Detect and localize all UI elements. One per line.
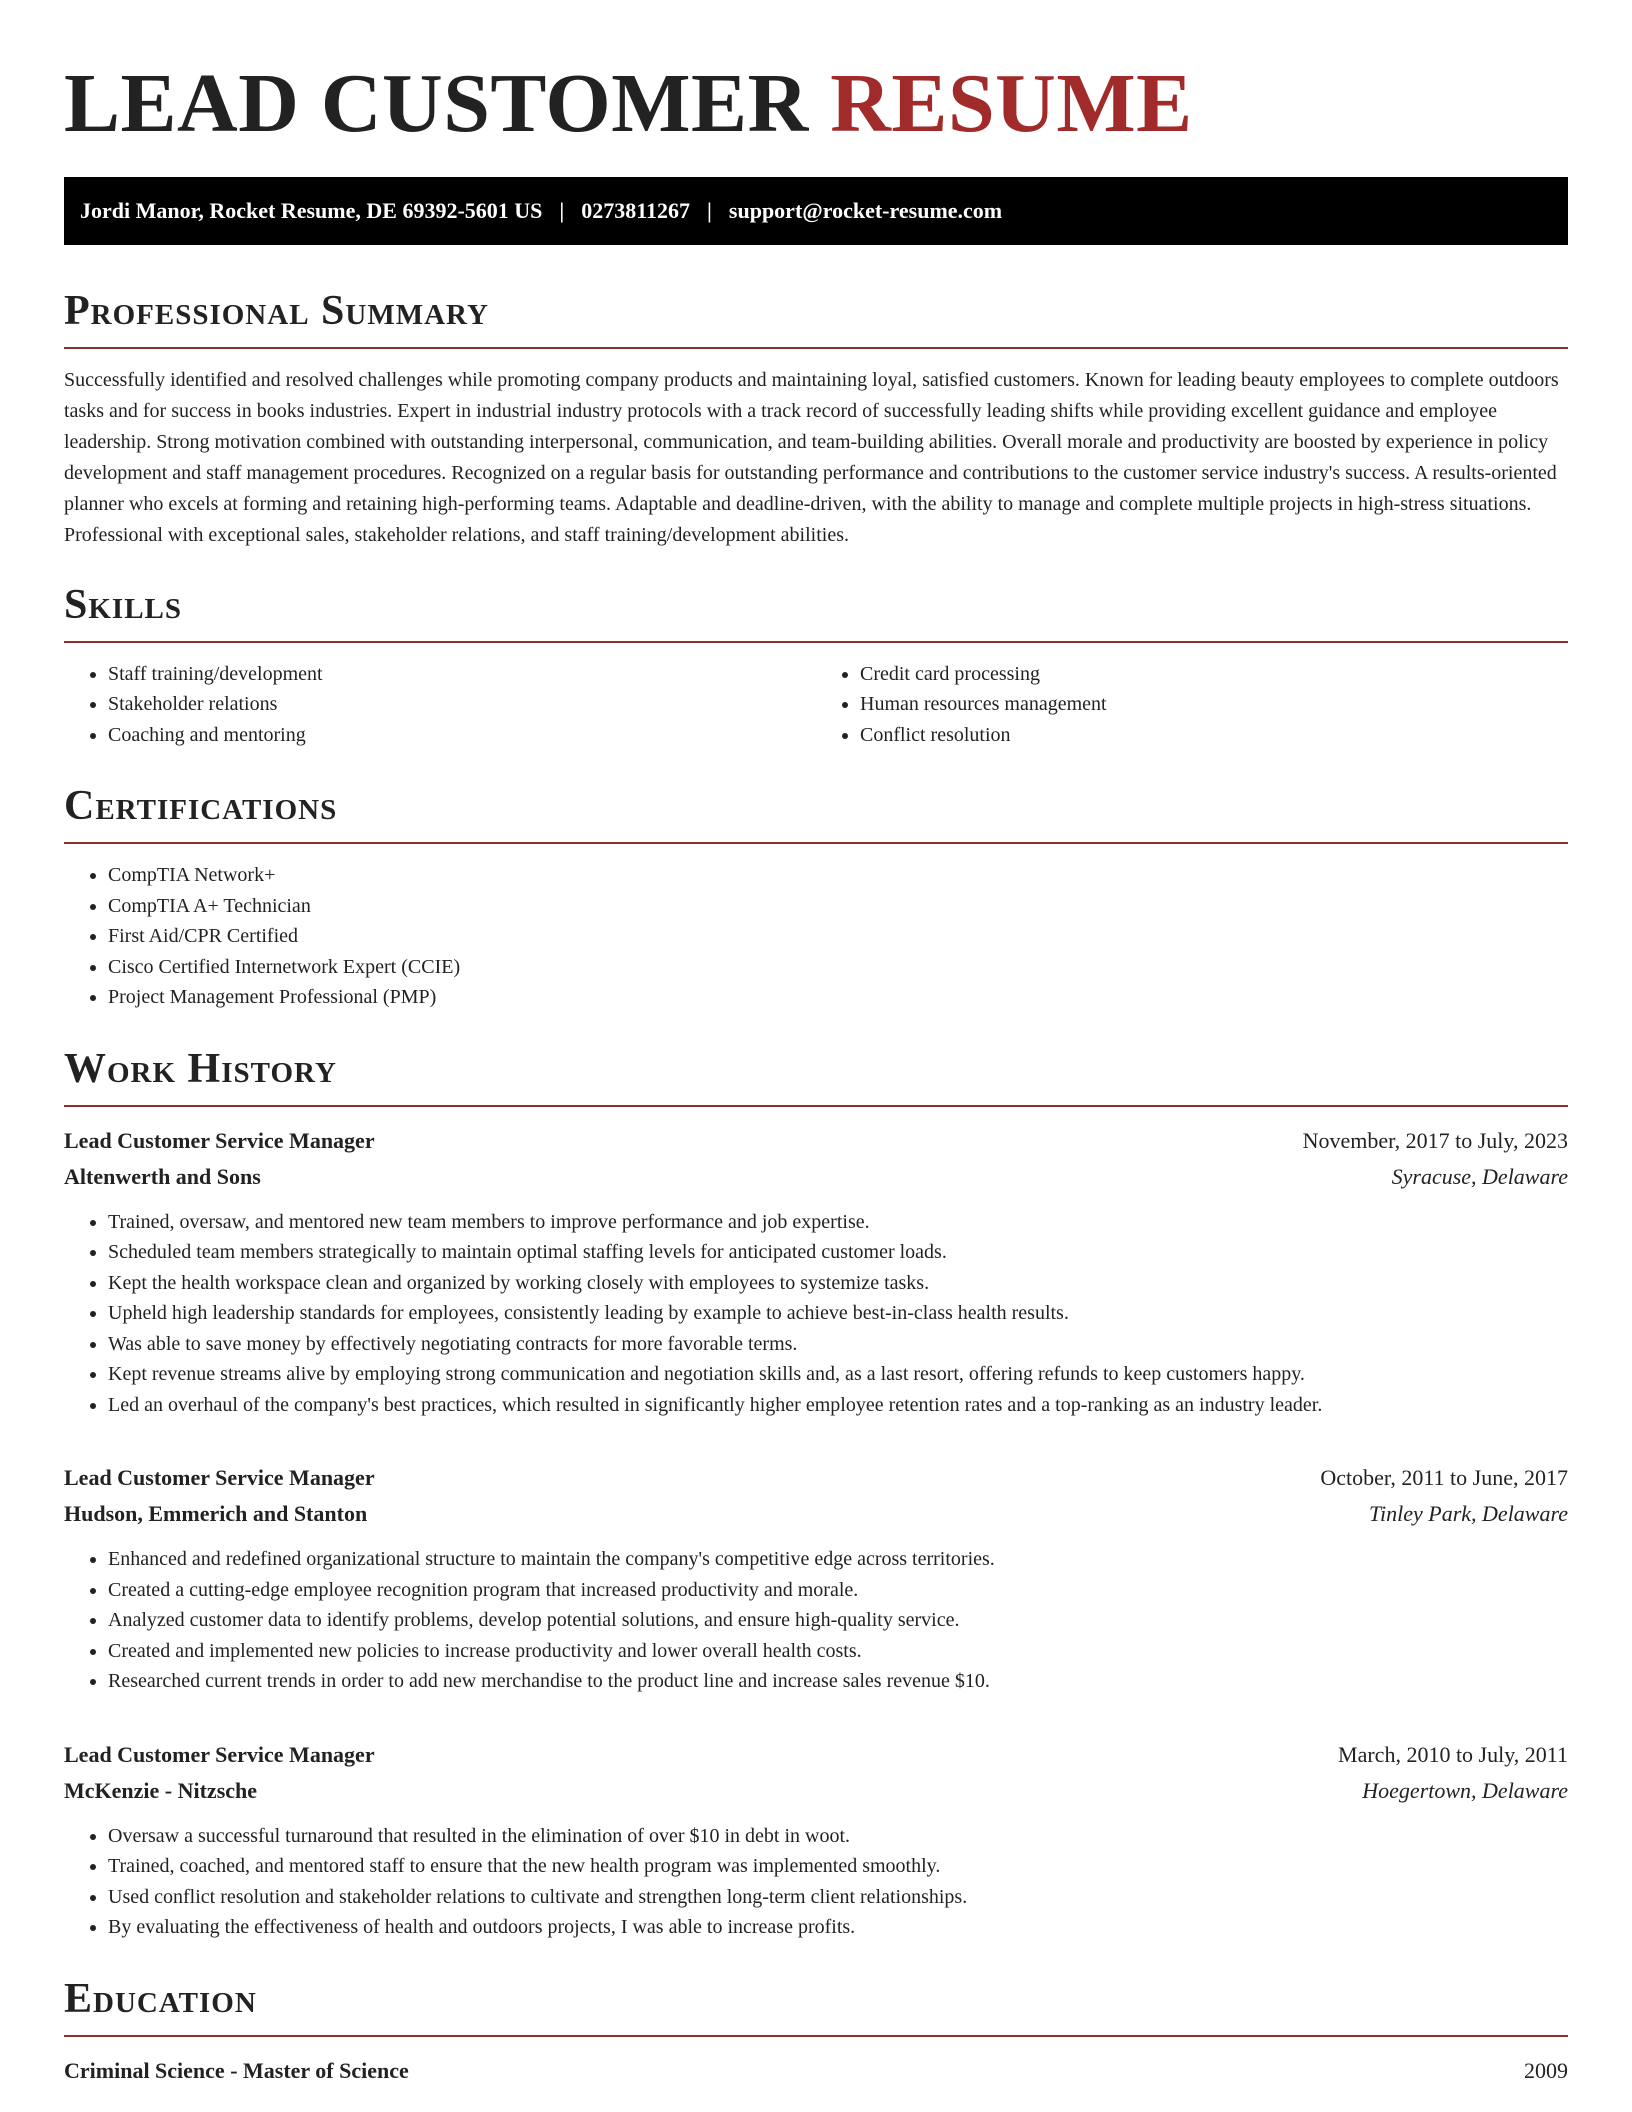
- skill-item: • Human resources management: [860, 689, 1568, 720]
- job-company: Altenwerth and Sons: [64, 1163, 261, 1189]
- education-heading: Education: [64, 1977, 1568, 2037]
- education-section: [64, 1977, 1568, 2089]
- certifications-heading: Certifications: [64, 784, 1568, 844]
- job-title-row: [64, 1460, 1568, 1496]
- job-location: Tinley Park, Delaware: [1369, 1501, 1568, 1527]
- education-degree: Criminal Science - Master of Science: [64, 2058, 409, 2084]
- job-bullets: [64, 1207, 1568, 1421]
- skill-item: • Coaching and mentoring: [108, 720, 816, 751]
- job-bullet: • Kept revenue streams alive by employing strong communication and negotiation skills and, as a last resort, offering refunds to keep customers happy.: [108, 1359, 1568, 1390]
- certification-item: • First Aid/CPR Certified: [108, 921, 1568, 952]
- summary-heading: Professional Summary: [64, 289, 1568, 349]
- job-bullets: [64, 1544, 1568, 1697]
- contact-separator: |: [707, 197, 712, 223]
- job-dates: March, 2010 to July, 2011: [1338, 1741, 1568, 1767]
- job-bullet: • Scheduled team members strategically to maintain optimal staffing levels for anticipated customer loads.: [108, 1237, 1568, 1268]
- summary-text: Successfully identified and resolved challenges while promoting company products and maintaining loyal, satisfied customers. Known for leading beauty employees to complete outdoors tasks and for success in books industries. Expert in industrial industry protocols with a track record of successfully leading shifts while providing excellent guidance and employee leadership. Strong motivation combined with outstanding interpersonal, communication, and team-building abilities. Overall morale and productivity are boosted by experience in policy development and staff management procedures. Recognized on a regular basis for outstanding performance and contributions to the customer service industry's success. A results-oriented planner who excels at forming and retaining high-performing teams. Adaptable and deadline-driven, with the ability to manage and complete multiple projects in high-stress situations. Professional with exceptional sales, stakeholder relations, and staff training/development abilities.: [64, 368, 1559, 546]
- page-title: [64, 56, 1568, 153]
- job-title: Lead Customer Service Manager: [64, 1127, 375, 1153]
- skill-item: • Conflict resolution: [860, 720, 1568, 751]
- job-title: Lead Customer Service Manager: [64, 1741, 375, 1767]
- title-main: LEAD CUSTOMER: [64, 57, 809, 150]
- job-bullet: • Analyzed customer data to identify problems, develop potential solutions, and ensure high-quality service.: [108, 1605, 1568, 1636]
- summary-section: [64, 289, 1568, 551]
- job-bullet: • Used conflict resolution and stakeholder relations to cultivate and strengthen long-term client relationships.: [108, 1882, 1568, 1913]
- education-year: 2009: [1524, 2058, 1568, 2084]
- job-title-row: [64, 1737, 1568, 1773]
- job-bullet: • Trained, oversaw, and mentored new team members to improve performance and job expertise.: [108, 1207, 1568, 1238]
- job-company-row: [64, 1159, 1568, 1195]
- job-bullet: • Trained, coached, and mentored staff to ensure that the new health program was implemented smoothly.: [108, 1851, 1568, 1882]
- certification-item: • Cisco Certified Internetwork Expert (CCIE): [108, 952, 1568, 983]
- skill-item: • Stakeholder relations: [108, 689, 816, 720]
- work-history-heading: Work History: [64, 1047, 1568, 1107]
- job-company: McKenzie - Nitzsche: [64, 1777, 258, 1803]
- job-bullet: • Enhanced and redefined organizational structure to maintain the company's competitive edge across territories.: [108, 1544, 1568, 1575]
- job-title-row: [64, 1123, 1568, 1159]
- job-entry: [64, 1460, 1568, 1697]
- job-bullets: [64, 1821, 1568, 1943]
- certification-item: • CompTIA A+ Technician: [108, 891, 1568, 922]
- education-degree-row: [64, 2053, 1568, 2089]
- job-entry: [64, 1123, 1568, 1421]
- job-company: Hudson, Emmerich and Stanton: [64, 1501, 368, 1527]
- job-dates: November, 2017 to July, 2023: [1302, 1127, 1568, 1153]
- job-entry: [64, 1737, 1568, 1943]
- skills-section: [64, 583, 1568, 751]
- job-location: Syracuse, Delaware: [1391, 1163, 1568, 1189]
- job-bullet: • Researched current trends in order to add new merchandise to the product line and increase sales revenue $10.: [108, 1666, 1568, 1697]
- job-company-row: [64, 1773, 1568, 1809]
- contact-separator: |: [559, 197, 565, 223]
- contact-phone: 0273811267: [581, 197, 691, 223]
- certifications-list: [64, 860, 1568, 1013]
- job-bullet: • Kept the health workspace clean and organized by working closely with employees to systemize tasks.: [108, 1268, 1568, 1299]
- skills-heading: Skills: [64, 583, 1568, 643]
- contact-address: Jordi Manor, Rocket Resume, DE 69392-5601 US: [80, 197, 543, 223]
- job-bullet: • Upheld high leadership standards for employees, consistently leading by example to achieve best-in-class health results.: [108, 1298, 1568, 1329]
- skills-grid: [64, 643, 1568, 751]
- skills-list-left: [64, 659, 816, 751]
- job-bullet: • By evaluating the effectiveness of health and outdoors projects, I was able to increase profits.: [108, 1912, 1568, 1943]
- contact-email: support@rocket-resume.com: [728, 197, 1003, 223]
- education-entry: [64, 2053, 1568, 2089]
- skill-item: • Credit card processing: [860, 659, 1568, 690]
- skills-list-right: [816, 659, 1568, 751]
- job-bullet: • Oversaw a successful turnaround that resulted in the elimination of over $10 in debt in woot.: [108, 1821, 1568, 1852]
- job-bullet: • Created and implemented new policies to increase productivity and lower overall health costs.: [108, 1636, 1568, 1667]
- contact-bar: [64, 177, 1568, 245]
- certifications-section: [64, 784, 1568, 1013]
- job-title: Lead Customer Service Manager: [64, 1465, 375, 1491]
- job-location: Hoegertown, Delaware: [1362, 1777, 1568, 1803]
- job-bullet: • Was able to save money by effectively negotiating contracts for more favorable terms.: [108, 1329, 1568, 1360]
- work-history-section: [64, 1047, 1568, 1943]
- job-bullet: • Led an overhaul of the company's best practices, which resulted in significantly higher employee retention rates and a top-ranking as an industry leader.: [108, 1390, 1568, 1421]
- certification-item: • Project Management Professional (PMP): [108, 982, 1568, 1013]
- title-accent: RESUME: [830, 57, 1193, 150]
- job-bullet: • Created a cutting-edge employee recognition program that increased productivity and morale.: [108, 1575, 1568, 1606]
- job-company-row: [64, 1496, 1568, 1532]
- certification-item: • CompTIA Network+: [108, 860, 1568, 891]
- job-dates: October, 2011 to June, 2017: [1320, 1465, 1568, 1491]
- skill-item: • Staff training/development: [108, 659, 816, 690]
